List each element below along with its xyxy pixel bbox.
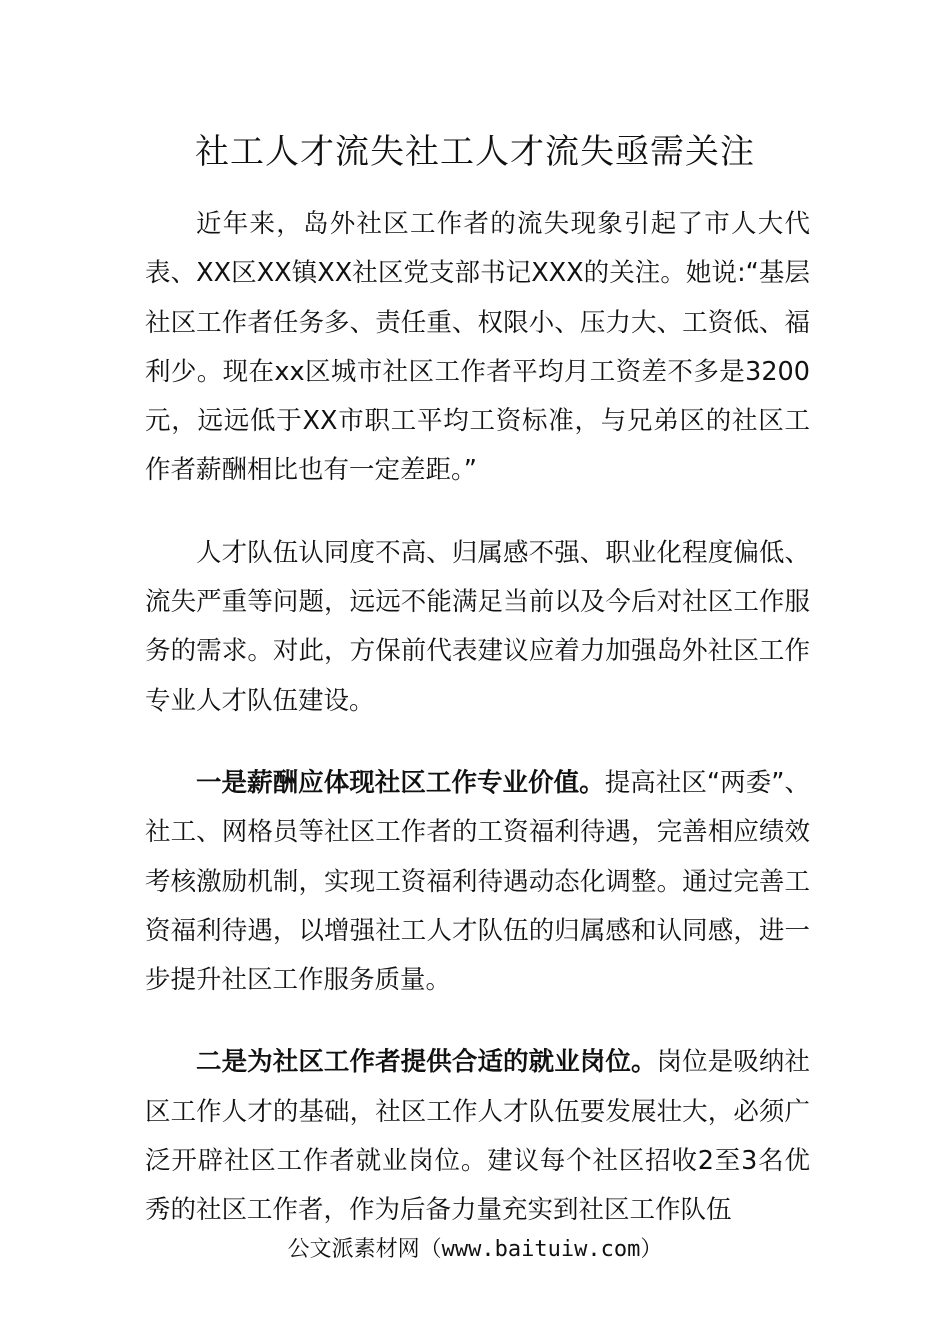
footer-site-name: 公文派素材网 — [287, 1237, 420, 1262]
paragraph-3-text: 提高社区“两委”、社工、网格员等社区工作者的工资福利待遇，完善相应绩效考核激励机制，实现工资福利待遇动态化调整。通过完善工资福利待遇，以增强社工人才队伍的归属感和认同感，进一步提升社区工作服务质量。 — [145, 767, 810, 996]
document-title: 社工人才流失社工人才流失亟需关注 — [195, 132, 755, 172]
paragraph-1 — [145, 200, 810, 496]
paragraph-2 — [145, 529, 810, 726]
document-body — [145, 200, 810, 1236]
paragraph-1-text: 近年来，岛外社区工作者的流失现象引起了市人大代表、XX区XX镇XX社区党支部书记XXX的关注。她说:“基层社区工作者任务多、责任重、权限小、压力大、工资低、福利少。现在xx区城市社区工作者平均月工资差不多是3200元，远远低于XX市职工平均工资标准，与兄弟区的社区工作者薪酬相比也有一定差距。” — [145, 209, 810, 486]
paragraph-4-text: 岗位是吸纳社区工作人才的基础，社区工作人才队伍要发展壮大，必须广泛开辟社区工作者就业岗位。建议每个社区招收2至3名优秀的社区工作者，作为后备力量充实到社区工作队伍 — [145, 1047, 810, 1226]
footer-watermark — [0, 1232, 950, 1268]
paragraph-3 — [145, 759, 810, 1005]
paragraph-3-lead: 一是薪酬应体现社区工作专业价值。 — [196, 767, 605, 798]
paragraph-2-text: 人才队伍认同度不高、归属感不强、职业化程度偏低、流失严重等问题，远远不能满足当前以及今后对社区工作服务的需求。对此，方保前代表建议应着力加强岛外社区工作专业人才队伍建设。 — [145, 537, 810, 716]
paragraph-4-lead: 二是为社区工作者提供合适的就业岗位。 — [196, 1047, 657, 1078]
paragraph-4 — [145, 1038, 810, 1235]
footer-site-url: （www.baituiw.com） — [419, 1237, 663, 1262]
